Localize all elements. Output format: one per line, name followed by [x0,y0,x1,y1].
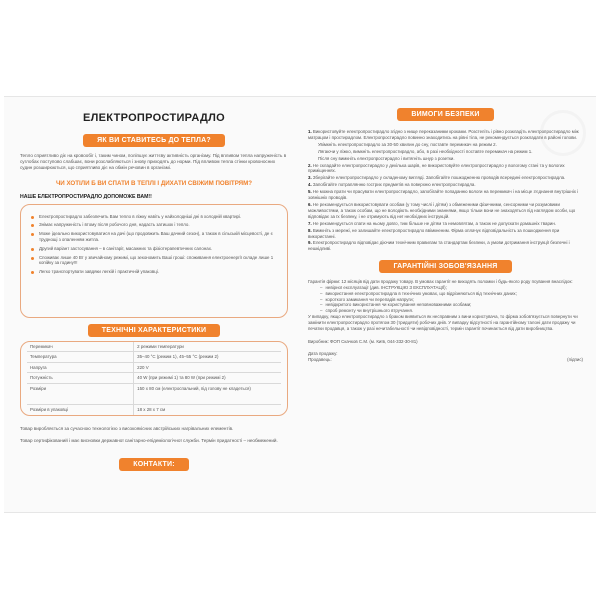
benefit-item: Споживає лише 40 Вт у звичайному режимі, що зекономить Ваші гроші: споживання електроенергії складе лише 1 копійку за годину!!! [31,255,279,267]
list-item: 3. Зберігайте електропростирадло у складеному вигляді. Запобігайте пошкодженню проводів всередині електропростирадла. [308,175,566,181]
benefit-item: Легко транспортувати завдяки легкій і практичній упаковці. [31,269,279,275]
list-item: 9. Електропростирадло відповідає діючим технічним правилам та стандартам безпеки, а умови дотримання інструкції безпечні і нешкідливі. [308,240,570,252]
list-item: Увімкніть електропростирадло за 30-50 хвилин до сну, поставте перемикач на режим 2. [318,141,497,147]
page-title: ЕЛЕКТРОПРОСТИРАДЛО [82,112,226,124]
table-row: Розміри в упаковці 18 х 28 х 7 см [27,404,281,414]
table-row: Напруга 220 V [27,362,281,373]
list-item: 4. Запобігайте потраплянню гострих предметів на поверхню електропростирадла. [308,182,476,188]
banner-warmth: ЯК ВИ СТАВИТЕСЬ ДО ТЕПЛА? [83,134,225,147]
table-row: Розміри 150 х 80 см (електроспальний, під голову не кладеться) [27,383,281,404]
benefit-item: Другий варіант застосування – в санітарії, масажних та фізіотерапевтичних салонах. [31,246,279,252]
list-item: 1. Використовуйте електропростирадло згідно з нище переказаними кроками. Розстеліть і рівно розкладіть електропростирадло між матрацом і простирадлом. Електропростирадло повинно знаходитись на рівні тіла, не рекомендується розкладати в районі голови. [308,129,579,140]
left-column [20,108,288,471]
benefit-item: Може ідеально використовуватися на дачі (що продовжить Ваш дачний сезон), а також в сільській місцевості, де є труднощі з опаленням житла. [31,231,279,243]
guarantee-banner-wrap [308,260,583,273]
banner-contacts: КОНТАКТИ: [119,458,189,471]
list-item: 5. Не можна прати чи прасувати електропростирадло, запобігайте попаданню вологи на перемикач і на місце з'єднання внутрішніх і зовнішніх проводів. [308,189,579,201]
list-item: Після сну вимкніть електропростирадло і витягніть шнур з розетки. [318,155,455,161]
contacts-section [20,458,288,471]
seller-row [308,357,583,363]
benefit-item: Електропростирадло забезпечить Вам тепло в ліжку навіть у найхолодніші дні в холодній квартирі. [31,214,279,220]
list-item: – короткого замикання чи перепадів напруги; [320,297,583,303]
benefit-item: Знімає напруженість і втому після робочого дня, надасть затишок і тепло. [31,222,279,228]
guarantee-outro: У випадку, якщо електропростирадло з браком виявиться як несправним з вини користувача, то фірма зобов'язується повернути чи замінити електропростирадло протягом 30 (тридцяти) робочих днів. У випадку відсутності на гарантійному талоні дати продажу чи печатки продавця, а також у разі нечитабельності чи невідповідності, термін гарантії починається від дати виробництва. [308,314,578,331]
right-column [308,108,583,363]
guarantee-list [308,285,583,314]
bullet-icon [31,224,34,227]
specs-table [27,342,281,415]
cert-paragraph-2: Товар сертифікований і має висновки державної санітарно-епідеміологічної служби. Термін придатності – необмежений. [20,437,278,443]
benefits-box [20,204,288,318]
bullet-icon [31,233,34,236]
list-item: 8. Вимкніть з мережі, не залишайте електропростирадло ввімкненим. Фірма оплачує відповідальність за пошкодження при використанні. [308,227,560,239]
list-item: – спроб ремонту чи внутрішнього втручання. [320,308,583,314]
list-item: – використання електропростирадла в технічних умовах, що відрізняються від технічних даних; [320,291,583,297]
safety-rules [308,129,583,252]
signature-label: (підпис) [567,356,583,362]
banner-specs: ТЕХНІЧНІ ХАРАКТЕРИСТИКИ [88,324,221,337]
table-row: Температура 35–40 °С (режим 1), 45–55 °С (режим 2) [27,352,281,363]
table-row: Потужність 40 W (при режимі 1) та 80 W (при режимі 2) [27,373,281,384]
guarantee-intro: Гарантія фірми: 12 місяців від дати продажу товару. В умовах гарантії не виходять поломки і будь-якого роду псування внаслідок: [308,279,573,285]
bullet-icon [31,257,34,260]
list-item: 6. Не рекомендується використовувати особам (у тому числі і дітям) з обмеженими фізичними, сенсорними чи розумовими можливостями, а також особам, що не володіють необхідними знаннями, якщо тільки вони не знаходяться під наглядом особи, що відповідає за їх безпеку, і не отримують від неї необхідних інструкцій. [308,201,576,219]
table-row: Перемикач 2 режими температури [27,342,281,352]
intro-paragraph: Тепло сприятливо діє на кровообіг і, таким чином, поліпшує життєву активність організму. Під впливом тепла напруженість в суглобах поступово слабшає, вони розслабляються і знову приходять до норми. Під впливом тепла стінки кровоносних судин розширюються, що сприятливо діє на обмін речовин в організмі. [20,153,287,171]
manufacturer: Виробник: ФОП Скачков С.М. (м. Київ, 044-332-30-81) [308,339,418,345]
bullet-icon [31,216,34,219]
list-item: Лягаючи у ліжко, вимкніть електропростирадло, або, в разі необхідності поставте перемикач на режим 1. [318,148,533,154]
list-item: 7. Не рекомендується спати на ньому довго, тим більше не дітям та немовлятам, а також не допускати домашніх тварин. [308,220,557,226]
seller-label: Продавець: [308,356,332,362]
banner-safety: ВИМОГИ БЕЗПЕКИ [397,108,493,121]
list-item: 2. Не складайте електропростирадло у декілька шарів, не використовуйте електропростирадло у вологому стані та у вологих приміщеннях. [308,162,565,174]
question-heading: ЧИ ХОТІЛИ Б ВИ СПАТИ В ТЕПЛІ І ДИХАТИ СВІЖИМ ПОВІТРЯМ? [55,179,253,187]
help-heading: НАШЕ ЕЛЕКТРОПРОСТИРАДЛО ДОПОМОЖЕ ВАМ!! [20,193,152,200]
banner-guarantee: ГАРАНТІЙНІ ЗОБОВ'ЯЗАННЯ [379,260,511,273]
bullet-icon [31,271,34,274]
sale-date-label: Дата продажу: [308,351,338,357]
bullet-icon [31,248,34,251]
list-item: – невідкритого використання чи користування неповноважними особами; [320,302,583,308]
guarantee-section [308,279,583,363]
list-item: – невірної експлуатації (див. ІНСТРУКЦІЮ З ЕКСПЛУАТАЦІЇ); [320,285,583,291]
specs-box [20,341,288,416]
cert-paragraph-1: Товар виробляється за сучасною технологією з високоякісних австрійських нагрівальних елементів. [20,425,234,431]
